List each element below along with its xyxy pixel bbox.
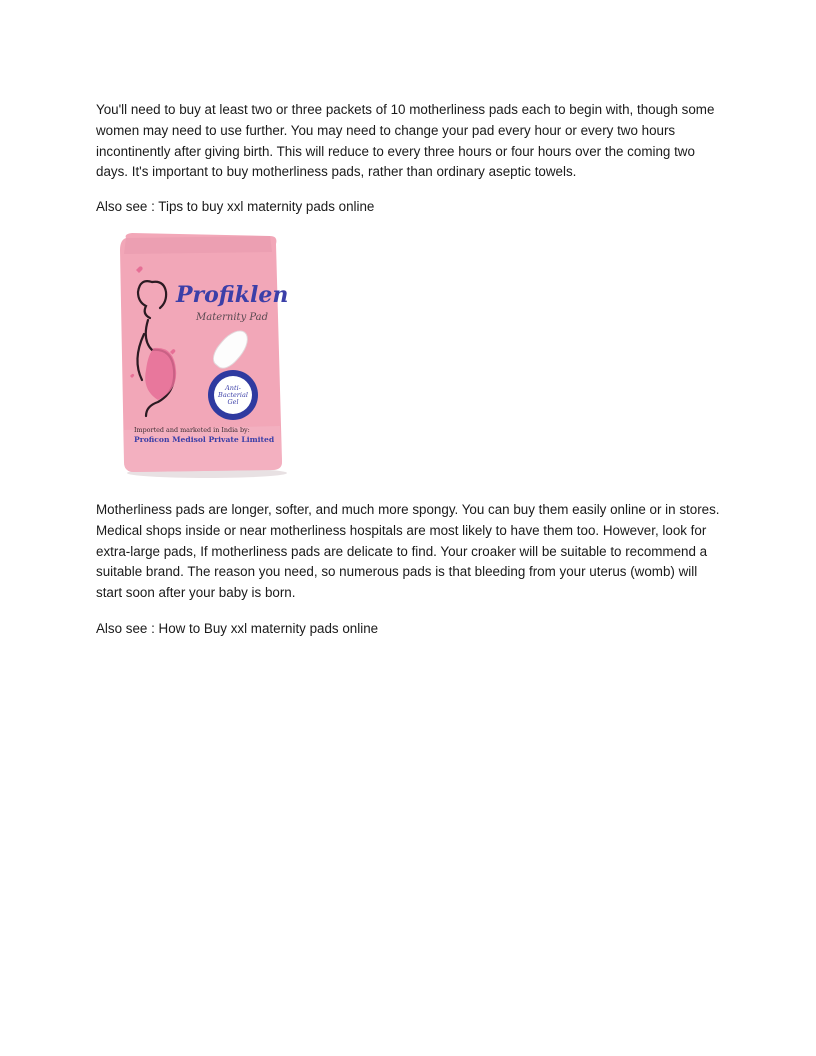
see-also-prefix: Also see : [96, 199, 159, 214]
paragraph-intro: You'll need to buy at least two or three packets of 10 motherliness pads each to begin with, though some women may need to use further. You may need to change your pad every hour or every two hours incontinently after giving birth. This will reduce to every three hours or four hours over the coming two days. It's important to buy motherliness pads, rather than ordinary aseptic towels. [96, 102, 715, 180]
paragraph-details: Motherliness pads are longer, softer, and much more spongy. You can buy them easily online or in stores. Medical shops inside or near motherliness hospitals are most likely to have them too. However, look for extra-large pads, If motherliness pads are delicate to find. Your croaker will be suitable to recommend a suitable brand. The reason you need, so numerous pads is that bleeding from your uterus (womb) will start soon after your baby is born. [96, 502, 720, 601]
see-also-1 [96, 197, 726, 218]
see-also-2 [96, 619, 726, 640]
badge-text: Anti-Bacterial Gel [218, 383, 248, 406]
see-also-link-tips[interactable]: Tips to buy xxl maternity pads online [158, 199, 375, 214]
product-subtitle: Maternity Pad [196, 312, 269, 323]
product-company: Proficon Medisol Private Limited [134, 435, 275, 444]
see-also-link-how-to[interactable]: How to Buy xxl maternity pads online [158, 621, 379, 636]
product-brand: Profiklen [176, 282, 289, 308]
product-import-line: Imported and marketed in India by: [134, 426, 250, 434]
anti-bacterial-badge [208, 370, 258, 420]
product-image-maternity-pad-pack [112, 230, 292, 480]
see-also-prefix: Also see : [96, 621, 159, 636]
